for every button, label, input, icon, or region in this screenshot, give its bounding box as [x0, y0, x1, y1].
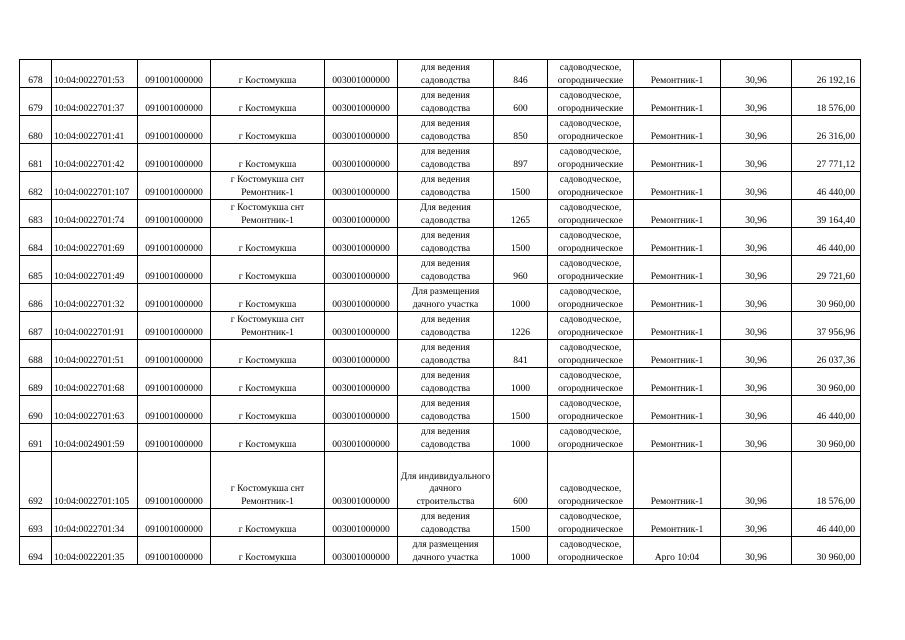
okato-code-cell: 091001000000	[138, 200, 211, 228]
category-cell: садоводческое, огородническое	[548, 424, 634, 452]
land-plots-table	[19, 59, 861, 565]
area-cell: 850	[494, 116, 548, 144]
rate-cell: 30,96	[721, 340, 792, 368]
area-cell: 1500	[494, 396, 548, 424]
cadastral-value-cell: 29 721,60	[792, 256, 861, 284]
locality-cell: г Костомукша	[211, 396, 325, 424]
category-cell: садоводческое, огородническое	[548, 312, 634, 340]
locality-cell: г Костомукша	[211, 340, 325, 368]
oktmo-code-cell: 003001000000	[325, 116, 398, 144]
cadastral-value-cell: 46 440,00	[792, 228, 861, 256]
area-cell: 1000	[494, 537, 548, 565]
cadastral-value-cell: 27 771,12	[792, 144, 861, 172]
row-number-cell: 682	[20, 172, 52, 200]
oktmo-code-cell: 003001000000	[325, 228, 398, 256]
rate-cell: 30,96	[721, 368, 792, 396]
locality-cell: г Костомукша	[211, 424, 325, 452]
permitted-use-cell: для ведения садоводства	[398, 144, 494, 172]
oktmo-code-cell: 003001000000	[325, 452, 398, 509]
association-cell: Ремонтник-1	[634, 368, 721, 396]
association-cell: Арго 10:04	[634, 537, 721, 565]
oktmo-code-cell: 003001000000	[325, 396, 398, 424]
cadastral-value-cell: 30 960,00	[792, 368, 861, 396]
cadastral-number-cell: 10:04:0022701:69	[52, 228, 138, 256]
table-row	[20, 509, 861, 537]
permitted-use-cell: для ведения садоводства	[398, 396, 494, 424]
okato-code-cell: 091001000000	[138, 424, 211, 452]
area-cell: 960	[494, 256, 548, 284]
locality-cell: г Костомукша	[211, 368, 325, 396]
oktmo-code-cell: 003001000000	[325, 368, 398, 396]
okato-code-cell: 091001000000	[138, 172, 211, 200]
category-cell: садоводческое, огородническое	[548, 340, 634, 368]
association-cell: Ремонтник-1	[634, 509, 721, 537]
cadastral-number-cell: 10:04:0022701:49	[52, 256, 138, 284]
locality-cell: г Костомукша снт Ремонтник-1	[211, 200, 325, 228]
association-cell: Ремонтник-1	[634, 340, 721, 368]
rate-cell: 30,96	[721, 312, 792, 340]
locality-cell: г Костомукша снт Ремонтник-1	[211, 172, 325, 200]
row-number-cell: 691	[20, 424, 52, 452]
cadastral-value-cell: 26 037,36	[792, 340, 861, 368]
locality-cell: г Костомукша	[211, 284, 325, 312]
permitted-use-cell: для ведения садоводства	[398, 172, 494, 200]
okato-code-cell: 091001000000	[138, 509, 211, 537]
association-cell: Ремонтник-1	[634, 116, 721, 144]
oktmo-code-cell: 003001000000	[325, 424, 398, 452]
rate-cell: 30,96	[721, 509, 792, 537]
cadastral-value-cell: 26 316,00	[792, 116, 861, 144]
cadastral-value-cell: 18 576,00	[792, 452, 861, 509]
cadastral-value-cell: 26 192,16	[792, 60, 861, 88]
area-cell: 1500	[494, 228, 548, 256]
locality-cell: г Костомукша	[211, 509, 325, 537]
cadastral-value-cell: 30 960,00	[792, 424, 861, 452]
rate-cell: 30,96	[721, 60, 792, 88]
oktmo-code-cell: 003001000000	[325, 340, 398, 368]
category-cell: садоводческое, огородническое	[548, 368, 634, 396]
permitted-use-cell: Для размещения дачного участка	[398, 284, 494, 312]
locality-cell: г Костомукша	[211, 116, 325, 144]
table-row	[20, 340, 861, 368]
cadastral-value-cell: 30 960,00	[792, 537, 861, 565]
area-cell: 1226	[494, 312, 548, 340]
category-cell: садоводческое, огородническое	[548, 172, 634, 200]
area-cell: 897	[494, 144, 548, 172]
cadastral-value-cell: 18 576,00	[792, 88, 861, 116]
cadastral-value-cell: 46 440,00	[792, 396, 861, 424]
oktmo-code-cell: 003001000000	[325, 312, 398, 340]
okato-code-cell: 091001000000	[138, 537, 211, 565]
table-row	[20, 368, 861, 396]
area-cell: 846	[494, 60, 548, 88]
okato-code-cell: 091001000000	[138, 452, 211, 509]
table-row	[20, 537, 861, 565]
permitted-use-cell: для ведения садоводства	[398, 509, 494, 537]
cadastral-value-cell: 46 440,00	[792, 509, 861, 537]
row-number-cell: 690	[20, 396, 52, 424]
row-number-cell: 692	[20, 452, 52, 509]
row-number-cell: 693	[20, 509, 52, 537]
row-number-cell: 679	[20, 88, 52, 116]
permitted-use-cell: для ведения садоводства	[398, 312, 494, 340]
oktmo-code-cell: 003001000000	[325, 88, 398, 116]
locality-cell: г Костомукша	[211, 537, 325, 565]
cadastral-number-cell: 10:04:0022701:42	[52, 144, 138, 172]
table-row	[20, 424, 861, 452]
okato-code-cell: 091001000000	[138, 228, 211, 256]
category-cell: садоводческое, огородническое	[548, 452, 634, 509]
area-cell: 841	[494, 340, 548, 368]
area-cell: 1500	[494, 509, 548, 537]
association-cell: Ремонтник-1	[634, 312, 721, 340]
okato-code-cell: 091001000000	[138, 60, 211, 88]
table-row	[20, 200, 861, 228]
category-cell: садоводческое, огородническое	[548, 284, 634, 312]
cadastral-number-cell: 10:04:0022701:91	[52, 312, 138, 340]
row-number-cell: 684	[20, 228, 52, 256]
cadastral-number-cell: 10:04:0022701:32	[52, 284, 138, 312]
okato-code-cell: 091001000000	[138, 284, 211, 312]
cadastral-number-cell: 10:04:0022701:51	[52, 340, 138, 368]
rate-cell: 30,96	[721, 88, 792, 116]
category-cell: садоводческое, огороднические	[548, 256, 634, 284]
area-cell: 600	[494, 88, 548, 116]
locality-cell: г Костомукша снт Ремонтник-1	[211, 312, 325, 340]
permitted-use-cell: Для индивидуального дачного строительства	[398, 452, 494, 509]
row-number-cell: 681	[20, 144, 52, 172]
table-row	[20, 312, 861, 340]
association-cell: Ремонтник-1	[634, 60, 721, 88]
cadastral-number-cell: 10:04:0022701:63	[52, 396, 138, 424]
area-cell: 1000	[494, 284, 548, 312]
association-cell: Ремонтник-1	[634, 88, 721, 116]
table-row	[20, 172, 861, 200]
rate-cell: 30,96	[721, 200, 792, 228]
rate-cell: 30,96	[721, 116, 792, 144]
category-cell: садоводческое, огородническое	[548, 116, 634, 144]
category-cell: садоводческое, огородническое	[548, 509, 634, 537]
cadastral-number-cell: 10:04:0022701:37	[52, 88, 138, 116]
area-cell: 1500	[494, 172, 548, 200]
area-cell: 1000	[494, 368, 548, 396]
locality-cell: г Костомукша	[211, 256, 325, 284]
cadastral-number-cell: 10:04:0022701:107	[52, 172, 138, 200]
cadastral-value-cell: 46 440,00	[792, 172, 861, 200]
cadastral-number-cell: 10:04:0022701:41	[52, 116, 138, 144]
permitted-use-cell: для ведения садоводства	[398, 256, 494, 284]
locality-cell: г Костомукша	[211, 228, 325, 256]
rate-cell: 30,96	[721, 396, 792, 424]
association-cell: Ремонтник-1	[634, 256, 721, 284]
table-row	[20, 228, 861, 256]
okato-code-cell: 091001000000	[138, 116, 211, 144]
permitted-use-cell: для ведения садоводства	[398, 88, 494, 116]
row-number-cell: 686	[20, 284, 52, 312]
rate-cell: 30,96	[721, 144, 792, 172]
row-number-cell: 678	[20, 60, 52, 88]
locality-cell: г Костомукша снт Ремонтник-1	[211, 452, 325, 509]
category-cell: садоводческое, огороднические	[548, 60, 634, 88]
rate-cell: 30,96	[721, 228, 792, 256]
rate-cell: 30,96	[721, 537, 792, 565]
association-cell: Ремонтник-1	[634, 200, 721, 228]
association-cell: Ремонтник-1	[634, 452, 721, 509]
table-body	[20, 60, 861, 565]
oktmo-code-cell: 003001000000	[325, 200, 398, 228]
cadastral-value-cell: 30 960,00	[792, 284, 861, 312]
table-row	[20, 144, 861, 172]
cadastral-number-cell: 10:04:0022701:53	[52, 60, 138, 88]
category-cell: садоводческое, огороднические	[548, 144, 634, 172]
cadastral-value-cell: 39 164,40	[792, 200, 861, 228]
row-number-cell: 688	[20, 340, 52, 368]
permitted-use-cell: для ведения садоводства	[398, 116, 494, 144]
okato-code-cell: 091001000000	[138, 144, 211, 172]
category-cell: садоводческое, огородническое	[548, 537, 634, 565]
area-cell: 1265	[494, 200, 548, 228]
okato-code-cell: 091001000000	[138, 340, 211, 368]
okato-code-cell: 091001000000	[138, 88, 211, 116]
rate-cell: 30,96	[721, 256, 792, 284]
cadastral-number-cell: 10:04:0022701:68	[52, 368, 138, 396]
oktmo-code-cell: 003001000000	[325, 256, 398, 284]
table-row	[20, 256, 861, 284]
association-cell: Ремонтник-1	[634, 228, 721, 256]
association-cell: Ремонтник-1	[634, 144, 721, 172]
oktmo-code-cell: 003001000000	[325, 144, 398, 172]
row-number-cell: 680	[20, 116, 52, 144]
area-cell: 1000	[494, 424, 548, 452]
permitted-use-cell: для ведения садоводства	[398, 228, 494, 256]
permitted-use-cell: для ведения садоводства	[398, 368, 494, 396]
rate-cell: 30,96	[721, 452, 792, 509]
table-row	[20, 452, 861, 509]
table-row	[20, 396, 861, 424]
row-number-cell: 687	[20, 312, 52, 340]
locality-cell: г Костомукша	[211, 88, 325, 116]
table-row	[20, 284, 861, 312]
cadastral-number-cell: 10:04:0022701:34	[52, 509, 138, 537]
okato-code-cell: 091001000000	[138, 396, 211, 424]
rate-cell: 30,96	[721, 424, 792, 452]
cadastral-number-cell: 10:04:0022701:74	[52, 200, 138, 228]
okato-code-cell: 091001000000	[138, 368, 211, 396]
category-cell: садоводческое, огородническое	[548, 396, 634, 424]
area-cell: 600	[494, 452, 548, 509]
cadastral-number-cell: 10:04:0024901:59	[52, 424, 138, 452]
okato-code-cell: 091001000000	[138, 312, 211, 340]
association-cell: Ремонтник-1	[634, 424, 721, 452]
oktmo-code-cell: 003001000000	[325, 537, 398, 565]
table-row	[20, 88, 861, 116]
category-cell: садоводческое, огородническое	[548, 200, 634, 228]
rate-cell: 30,96	[721, 172, 792, 200]
table-row	[20, 116, 861, 144]
row-number-cell: 683	[20, 200, 52, 228]
locality-cell: г Костомукша	[211, 60, 325, 88]
row-number-cell: 685	[20, 256, 52, 284]
locality-cell: г Костомукша	[211, 144, 325, 172]
category-cell: садоводческое, огородническое	[548, 228, 634, 256]
permitted-use-cell: для ведения садоводства	[398, 424, 494, 452]
okato-code-cell: 091001000000	[138, 256, 211, 284]
row-number-cell: 694	[20, 537, 52, 565]
category-cell: садоводческое, огороднические	[548, 88, 634, 116]
permitted-use-cell: для ведения садоводства	[398, 60, 494, 88]
row-number-cell: 689	[20, 368, 52, 396]
association-cell: Ремонтник-1	[634, 396, 721, 424]
cadastral-value-cell: 37 956,96	[792, 312, 861, 340]
table-row	[20, 60, 861, 88]
association-cell: Ремонтник-1	[634, 172, 721, 200]
oktmo-code-cell: 003001000000	[325, 284, 398, 312]
permitted-use-cell: Для ведения садоводства	[398, 200, 494, 228]
permitted-use-cell: для размещения дачного участка	[398, 537, 494, 565]
cadastral-number-cell: 10:04:0022701:105	[52, 452, 138, 509]
permitted-use-cell: для ведения садоводства	[398, 340, 494, 368]
cadastral-number-cell: 10:04:0022201:35	[52, 537, 138, 565]
rate-cell: 30,96	[721, 284, 792, 312]
oktmo-code-cell: 003001000000	[325, 509, 398, 537]
association-cell: Ремонтник-1	[634, 284, 721, 312]
oktmo-code-cell: 003001000000	[325, 172, 398, 200]
oktmo-code-cell: 003001000000	[325, 60, 398, 88]
